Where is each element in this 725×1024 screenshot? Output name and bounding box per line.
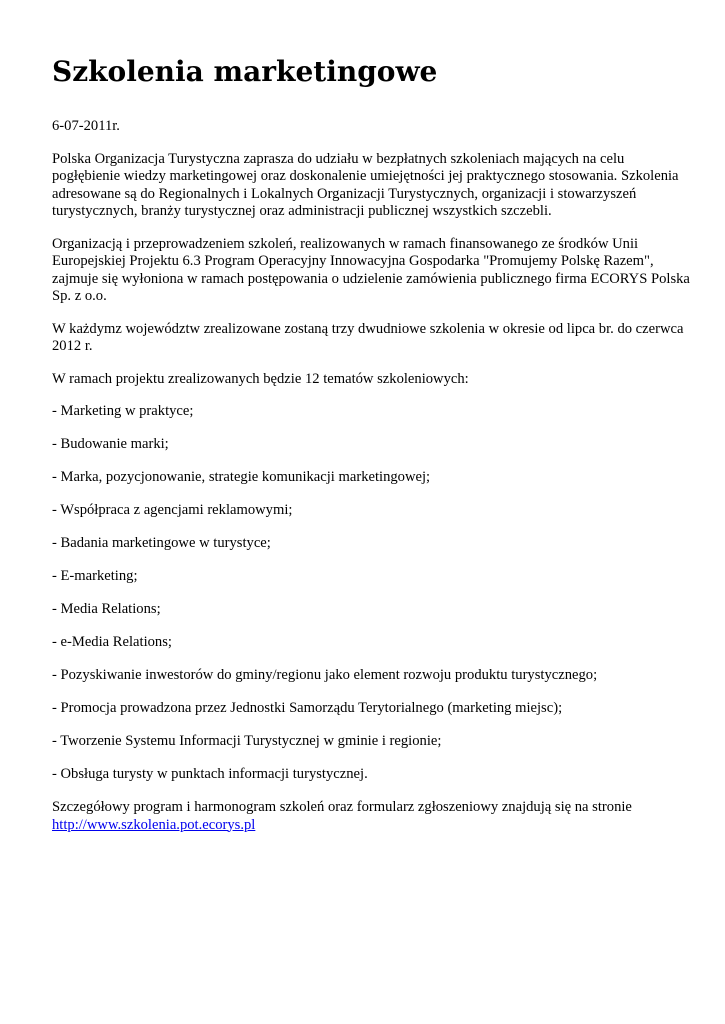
schedule-paragraph: W każdymz województw zrealizowane zostaną trzy dwudniowe szkolenia w okresie od lipca br. do czerwca 2012 r.: [52, 320, 684, 354]
list-item: - Obsługa turysty w punktach informacji turystycznej.: [52, 766, 368, 782]
list-item: - Marka, pozycjonowanie, strategie komunikacji marketingowej;: [52, 469, 431, 485]
list-item: - Promocja prowadzona przez Jednostki Samorządu Terytorialnego (marketing miejsc);: [52, 700, 563, 716]
intro-paragraph: Polska Organizacja Turystyczna zaprasza do udziału w bezpłatnych szkoleniach mających na celu pogłębienie wiedzy marketingowej oraz doskonalenie umiejętności jej praktycznego stosowania. Szkolenia adresowane są do Regionalnych i Lokalnych Organizacji Turystycznych, organizacji i stowarzyszeń turystycznych, branży turystycznej oraz administracji publicznej wszystkich szczebli.: [52, 150, 679, 219]
closing-paragraph: [52, 799, 692, 834]
document-page: [52, 48, 692, 849]
date-line: 6-07-2011r.: [52, 118, 120, 134]
list-item: - Pozyskiwanie inwestorów do gminy/regionu jako element rozwoju produktu turystycznego;: [52, 667, 598, 683]
topics-list: [52, 403, 692, 784]
list-item: - e-Media Relations;: [52, 634, 172, 650]
topics-intro-paragraph: W ramach projektu zrealizowanych będzie 12 tematów szkoleniowych:: [52, 370, 469, 387]
list-item: - Tworzenie Systemu Informacji Turystycznej w gminie i regionie;: [52, 733, 442, 749]
closing-text: Szczegółowy program i harmonogram szkoleń oraz formularz zgłoszeniowy znajdują się na stronie: [52, 799, 632, 815]
list-item: - E-marketing;: [52, 568, 138, 584]
list-item: - Media Relations;: [52, 601, 161, 617]
list-item: - Współpraca z agencjami reklamowymi;: [52, 502, 293, 518]
page-title: Szkolenia marketingowe: [52, 55, 438, 88]
list-item: - Badania marketingowe w turystyce;: [52, 535, 271, 551]
list-item: - Budowanie marki;: [52, 436, 169, 452]
list-item: - Marketing w praktyce;: [52, 403, 194, 419]
program-link[interactable]: http://www.szkolenia.pot.ecorys.pl: [52, 816, 256, 833]
organizer-paragraph: Organizacją i przeprowadzeniem szkoleń, realizowanych w ramach finansowanego ze środków Unii Europejskiej Projektu 6.3 Program Operacyjny Innowacyjna Gospodarka "Promujemy Polskę Razem", zajmuje się wyłoniona w ramach postępowania o udzielenie zamówienia publicznego firma ECORYS Polska Sp. z o.o.: [52, 235, 690, 304]
